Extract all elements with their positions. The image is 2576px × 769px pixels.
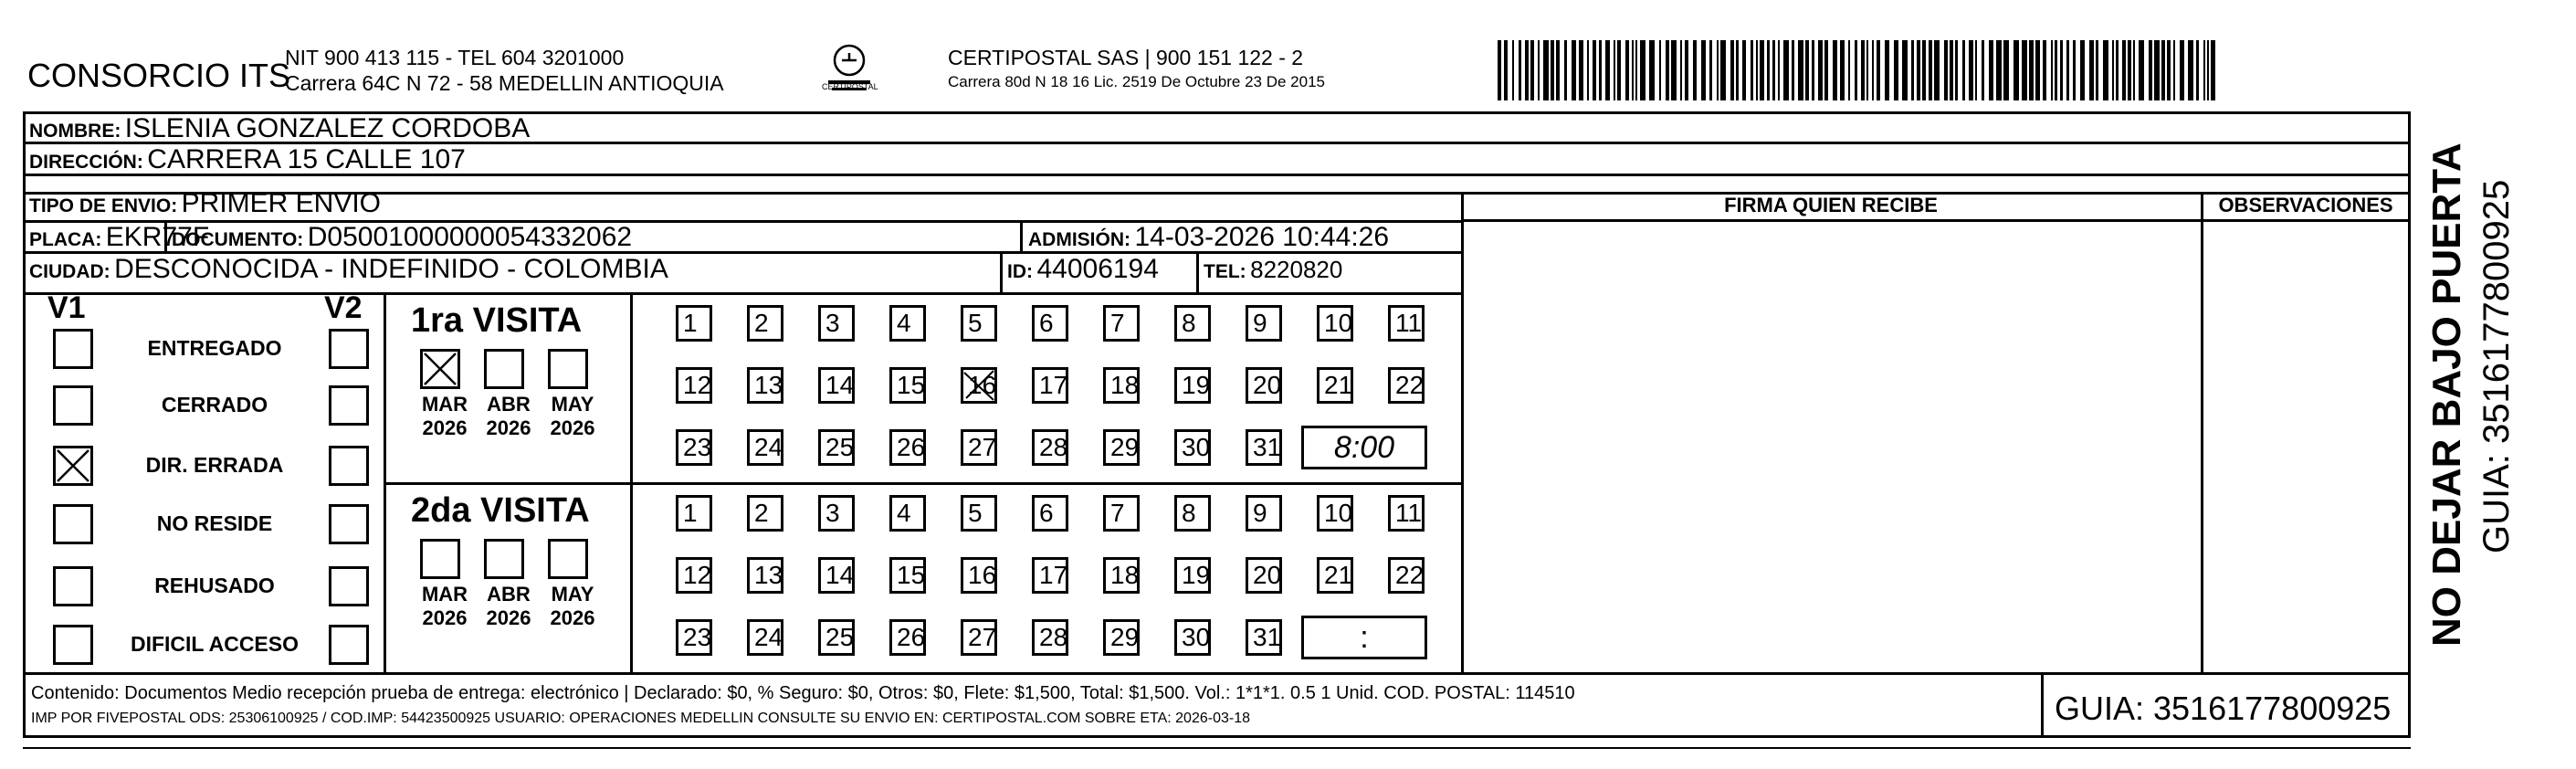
barcode-bar [1982, 40, 1984, 100]
barcode-bar [2112, 40, 2114, 100]
visit2-day-box[interactable]: 24 [747, 619, 783, 656]
v2-checkbox[interactable] [329, 446, 369, 486]
v1-label: V1 [47, 290, 86, 325]
barcode-bar [2043, 40, 2046, 100]
visit2-day-box[interactable]: 6 [1032, 495, 1068, 532]
visit2-day-box[interactable]: 21 [1317, 557, 1353, 594]
visit1-month-label: MAR [421, 393, 468, 416]
ciudad-row [29, 254, 668, 285]
barcode-bar [1855, 40, 1857, 100]
tel-label: TEL: [1204, 261, 1246, 282]
barcode-bar [2161, 40, 2165, 100]
barcode-bar [1525, 40, 1529, 100]
barcode-bar [1617, 40, 1621, 100]
v2-checkbox[interactable] [329, 329, 369, 369]
certipostal-line: CERTIPOSTAL SAS | 900 151 122 - 2 [948, 46, 1304, 69]
barcode-bar [1840, 40, 1845, 100]
v1-checkbox[interactable] [53, 566, 93, 606]
visit2-day-box[interactable]: 10 [1317, 495, 1353, 532]
visit1-day-box[interactable]: 24 [747, 429, 783, 466]
barcode-bar [1885, 40, 1889, 100]
barcode-bar [1848, 40, 1850, 100]
barcode-bar [1593, 40, 1596, 100]
barcode-bar [1929, 40, 1932, 100]
barcode-bar [1649, 40, 1655, 100]
visit2-day-box[interactable]: 26 [889, 619, 926, 656]
barcode-bar [1812, 40, 1814, 100]
visit1-day-box[interactable]: 28 [1032, 429, 1068, 466]
barcode-bar [2139, 40, 2144, 100]
admision-value: 14-03-2026 10:44:26 [1134, 222, 1390, 252]
visit1-day-box[interactable]: 16 [961, 367, 997, 404]
visit1-month-label: MAY [551, 393, 594, 416]
barcode-bar [1720, 40, 1726, 100]
visit2-day-box[interactable]: 15 [889, 557, 926, 594]
v1-checkbox[interactable] [53, 446, 93, 486]
visit1-year-label: 2026 [550, 416, 595, 439]
id-row [1007, 254, 1159, 285]
direccion-label: DIRECCIÓN: [29, 152, 143, 173]
barcode-bar [1751, 40, 1753, 100]
observaciones-header: OBSERVACIONES [2218, 194, 2393, 216]
status-label: REHUSADO [154, 574, 275, 597]
nombre-value: ISLENIA GONZALEZ CORDOBA [124, 113, 531, 143]
visit2-day-box[interactable]: 1 [676, 495, 712, 532]
barcode-bar [1742, 40, 1746, 100]
barcode-bar [2035, 40, 2040, 100]
admision-row [1028, 222, 1389, 253]
barcode-bar [1872, 40, 1874, 100]
visit2-year-label: 2026 [550, 606, 595, 629]
footer-guia: GUIA: 3516177800925 [2055, 690, 2392, 727]
placa-label: PLACA: [29, 229, 102, 250]
documento-value: D05001000000054332062 [307, 222, 633, 252]
visit2-day-box[interactable]: 23 [676, 619, 712, 656]
barcode-bar [1519, 40, 1521, 100]
company-name: CONSORCIO ITS [27, 57, 291, 94]
barcode-bar [1824, 40, 1828, 100]
barcode-bar [1632, 40, 1634, 100]
visit2-day-box[interactable]: 12 [676, 557, 712, 594]
barcode-bar [1635, 40, 1637, 100]
visit1-day-box[interactable]: 6 [1032, 305, 1068, 342]
barcode-bar [1950, 40, 1953, 100]
barcode-bar [1701, 40, 1706, 100]
barcode-bar [1538, 40, 1540, 100]
barcode-bar [1902, 40, 1908, 100]
visit1-day-box[interactable]: 21 [1317, 367, 1353, 404]
visit2-month-label: ABR [487, 583, 531, 606]
barcode-bar [2089, 40, 2094, 100]
barcode-bar [1833, 40, 1837, 100]
barcode-bar [1767, 40, 1770, 100]
barcode-bar [1498, 40, 1501, 100]
barcode-bar [1922, 40, 1926, 100]
barcode-bar [2167, 40, 2171, 100]
visit1-day-box[interactable]: 29 [1103, 429, 1140, 466]
barcode-bar [2154, 40, 2160, 100]
visit1-day-box[interactable]: 11 [1388, 305, 1425, 342]
barcode-bar [1512, 40, 1514, 100]
barcode-bar [2116, 40, 2119, 100]
barcode-bar [2051, 40, 2053, 100]
visit1-day-box[interactable]: 18 [1103, 367, 1140, 404]
no-dejar-bajo-puerta: NO DEJAR BAJO PUERTA [2424, 142, 2469, 647]
placa-value: EKR77F [105, 222, 210, 252]
v1-checkbox[interactable] [53, 385, 93, 426]
barcode-bar [1756, 40, 1758, 100]
barcode-bar [1944, 40, 1948, 100]
barcode-bar [2211, 40, 2215, 100]
barcode-bar [1551, 40, 1554, 100]
visit1-day-box[interactable]: 30 [1174, 429, 1211, 466]
barcode-bar [1685, 40, 1688, 100]
visit2-day-box[interactable]: 13 [747, 557, 783, 594]
visit1-time-box[interactable]: 8:00 [1301, 426, 1427, 469]
visit2-day-box[interactable]: 17 [1032, 557, 1068, 594]
barcode-bar [1709, 40, 1712, 100]
visit2-month-checkbox[interactable] [548, 539, 588, 579]
v2-checkbox[interactable] [329, 385, 369, 426]
footer-line2: IMP POR FIVEPOSTAL ODS: 25306100925 / COD.IMP: 54423500925 USUARIO: OPERACIONES MEDELLIN CONSULTE SU ENVIO EN: CERTIPOSTAL.COM SOBRE ETA: 2026-03-18 [31, 711, 1250, 726]
barcode-bar [2173, 40, 2175, 100]
barcode-bar [1805, 40, 1809, 100]
barcode-bar [2003, 40, 2009, 100]
barcode-bar [1730, 40, 1734, 100]
barcode-bar [1605, 40, 1610, 100]
visit1-day-box[interactable]: 7 [1103, 305, 1140, 342]
barcode-bar [2013, 40, 2019, 100]
visit2-day-box[interactable]: 4 [889, 495, 926, 532]
visit2-day-box[interactable]: 11 [1388, 495, 1425, 532]
visit2-day-box[interactable]: 22 [1388, 557, 1425, 594]
barcode-bar [1717, 40, 1719, 100]
barcode-bar [1783, 40, 1789, 100]
visit2-day-box[interactable]: 20 [1246, 557, 1282, 594]
v1-checkbox[interactable] [53, 625, 93, 665]
nombre-label: NOMBRE: [29, 121, 121, 142]
visit1-day-box[interactable]: 12 [676, 367, 712, 404]
logo-text: CERTIPOSTAL [822, 82, 878, 91]
visit1-day-box[interactable]: 22 [1388, 367, 1425, 404]
visit1-day-box[interactable]: 1 [676, 305, 712, 342]
visit1-day-box[interactable]: 8 [1174, 305, 1211, 342]
barcode-bar [1693, 40, 1697, 100]
barcode-bar [1640, 40, 1645, 100]
barcode-bar [1861, 40, 1865, 100]
barcode-bar [2128, 40, 2131, 100]
visit2-title: 2da VISITA [411, 491, 590, 530]
visit2-day-box[interactable]: 9 [1246, 495, 1282, 532]
visit1-day-box[interactable]: 14 [818, 367, 855, 404]
v2-label: V2 [324, 290, 363, 325]
barcode-bar [1556, 40, 1560, 100]
visit2-month-checkbox[interactable] [484, 539, 524, 579]
status-label: DIR. ERRADA [145, 453, 284, 477]
visit1-title: 1ra VISITA [411, 301, 583, 340]
tel-row [1204, 256, 1342, 284]
visit2-day-box[interactable]: 30 [1174, 619, 1211, 656]
visit2-time-box[interactable]: : [1301, 616, 1427, 659]
footer-line1: Contenido: Documentos Medio recepción prueba de entrega: electrónico | Declarado: $0, % Seguro: $0, Otros: $0, Flete: $1,500, Total: $1,500. Vol.: 1*1*1. 0.5 1 Unid. COD. POSTAL: 114510 [31, 683, 1575, 703]
barcode-bar [1579, 40, 1583, 100]
v1-checkbox[interactable] [53, 504, 93, 544]
barcode-bar [1736, 40, 1739, 100]
visit1-day-box[interactable]: 9 [1246, 305, 1282, 342]
visit2-day-box[interactable]: 31 [1246, 619, 1282, 656]
barcode-bar [2029, 40, 2034, 100]
direccion-value: CARRERA 15 CALLE 107 [147, 144, 466, 174]
visit2-day-box[interactable]: 14 [818, 557, 855, 594]
barcode [1498, 40, 2219, 100]
barcode-bar [2188, 40, 2193, 100]
barcode-bar [1760, 40, 1764, 100]
barcode-bar [1680, 40, 1682, 100]
tipo-value: PRIMER ENVIO [181, 188, 382, 218]
nit-line: NIT 900 413 115 - TEL 604 3201000 [285, 46, 625, 69]
barcode-bar [1587, 40, 1589, 100]
barcode-bar [1564, 40, 1567, 100]
visit1-day-box[interactable]: 10 [1317, 305, 1353, 342]
visit2-day-box[interactable]: 18 [1103, 557, 1140, 594]
side-guia: GUIA: 3516177800925 [2476, 179, 2517, 553]
visit2-month-label: MAR [421, 583, 468, 606]
nombre-row [29, 113, 530, 144]
barcode-bar [1866, 40, 1868, 100]
license-line: Carrera 80d N 18 16 Lic. 2519 De Octubre 23 De 2015 [948, 73, 1325, 90]
barcode-bar [1989, 40, 1993, 100]
barcode-bar [2096, 40, 2098, 100]
tipo-row [29, 188, 381, 219]
visit2-month-label: MAY [551, 583, 594, 606]
barcode-bar [2022, 40, 2027, 100]
visit1-month-checkbox[interactable] [484, 349, 524, 389]
id-value: 44006194 [1036, 254, 1159, 284]
barcode-bar [2133, 40, 2135, 100]
barcode-bar [1955, 40, 1958, 100]
visit1-day-box[interactable]: 3 [818, 305, 855, 342]
status-label: ENTREGADO [147, 336, 282, 360]
barcode-bar [1778, 40, 1780, 100]
barcode-bar [2207, 40, 2209, 100]
barcode-bar [1962, 40, 1965, 100]
visit1-day-box[interactable]: 4 [889, 305, 926, 342]
barcode-bar [1659, 40, 1661, 100]
visit1-day-box[interactable]: 5 [961, 305, 997, 342]
visit2-day-box[interactable]: 2 [747, 495, 783, 532]
barcode-bar [1772, 40, 1775, 100]
visit2-day-box[interactable]: 19 [1174, 557, 1211, 594]
barcode-bar [2073, 40, 2076, 100]
barcode-bar [1934, 40, 1940, 100]
visit1-day-box[interactable]: 31 [1246, 429, 1282, 466]
ciudad-value: DESCONOCIDA - INDEFINIDO - COLOMBIA [114, 254, 668, 284]
visit2-year-label: 2026 [422, 606, 468, 629]
visit2-day-box[interactable]: 28 [1032, 619, 1068, 656]
visit1-month-label: ABR [487, 393, 531, 416]
visit1-day-box[interactable]: 15 [889, 367, 926, 404]
barcode-bar [2060, 40, 2063, 100]
id-label: ID: [1007, 261, 1033, 282]
barcode-bar [2203, 40, 2205, 100]
barcode-bar [2196, 40, 2199, 100]
documento-label: DOCUMENTO: [172, 229, 304, 250]
visit1-year-label: 2026 [486, 416, 531, 439]
barcode-bar [1798, 40, 1803, 100]
v2-checkbox[interactable] [329, 566, 369, 606]
barcode-bar [1666, 40, 1669, 100]
barcode-bar [2055, 40, 2057, 100]
documento-row [172, 222, 632, 253]
visit1-day-box[interactable]: 19 [1174, 367, 1211, 404]
barcode-bar [1818, 40, 1823, 100]
barcode-bar [2066, 40, 2069, 100]
barcode-bar [2103, 40, 2108, 100]
barcode-bar [1894, 40, 1898, 100]
barcode-bar [1599, 40, 1602, 100]
tipo-label: TIPO DE ENVIO: [29, 195, 178, 216]
visit2-day-box[interactable]: 8 [1174, 495, 1211, 532]
visit1-day-box[interactable]: 27 [961, 429, 997, 466]
status-label: DIFICIL ACCESO [130, 632, 299, 656]
visit1-month-checkbox[interactable] [420, 349, 460, 389]
visit1-month-checkbox[interactable] [548, 349, 588, 389]
v2-checkbox[interactable] [329, 625, 369, 665]
visit2-day-box[interactable]: 27 [961, 619, 997, 656]
visit1-day-box[interactable]: 17 [1032, 367, 1068, 404]
barcode-bar [2122, 40, 2126, 100]
visit1-day-box[interactable]: 23 [676, 429, 712, 466]
v1-checkbox[interactable] [53, 329, 93, 369]
admision-label: ADMISIÓN: [1028, 229, 1130, 250]
address-line: Carrera 64C N 72 - 58 MEDELLIN ANTIOQUIA [285, 71, 724, 95]
visit1-day-box[interactable]: 13 [747, 367, 783, 404]
visit2-day-box[interactable]: 29 [1103, 619, 1140, 656]
barcode-bar [1614, 40, 1615, 100]
status-label: CERRADO [161, 393, 268, 416]
barcode-bar [1877, 40, 1880, 100]
firma-header: FIRMA QUIEN RECIBE [1724, 194, 1938, 216]
barcode-bar [1975, 40, 1977, 100]
visit1-day-box[interactable]: 25 [818, 429, 855, 466]
status-label: NO RESIDE [156, 511, 273, 535]
ciudad-label: CIUDAD: [29, 261, 110, 282]
visit2-day-box[interactable]: 7 [1103, 495, 1140, 532]
visit1-year-label: 2026 [422, 416, 468, 439]
barcode-bar [1969, 40, 1973, 100]
barcode-bar [1911, 40, 1914, 100]
barcode-bar [1917, 40, 1920, 100]
barcode-bar [1530, 40, 1534, 100]
barcode-bar [2180, 40, 2184, 100]
barcode-bar [1625, 40, 1629, 100]
visit2-day-box[interactable]: 16 [961, 557, 997, 594]
visit2-year-label: 2026 [486, 606, 531, 629]
barcode-bar [2080, 40, 2085, 100]
visit2-month-checkbox[interactable] [420, 539, 460, 579]
visit1-day-box[interactable]: 26 [889, 429, 926, 466]
barcode-bar [1504, 40, 1508, 100]
barcode-bar [2149, 40, 2152, 100]
barcode-bar [1996, 40, 2002, 100]
visit2-day-box[interactable]: 25 [818, 619, 855, 656]
v2-checkbox[interactable] [329, 504, 369, 544]
barcode-bar [1671, 40, 1677, 100]
visit2-day-box[interactable]: 5 [961, 495, 997, 532]
visit2-day-box[interactable]: 3 [818, 495, 855, 532]
visit1-day-box[interactable]: 20 [1246, 367, 1282, 404]
tel-value: 8220820 [1250, 256, 1343, 283]
barcode-bar [1543, 40, 1549, 100]
barcode-bar [1792, 40, 1794, 100]
direccion-row [29, 144, 466, 175]
visit1-day-box[interactable]: 2 [747, 305, 783, 342]
barcode-bar [1572, 40, 1576, 100]
